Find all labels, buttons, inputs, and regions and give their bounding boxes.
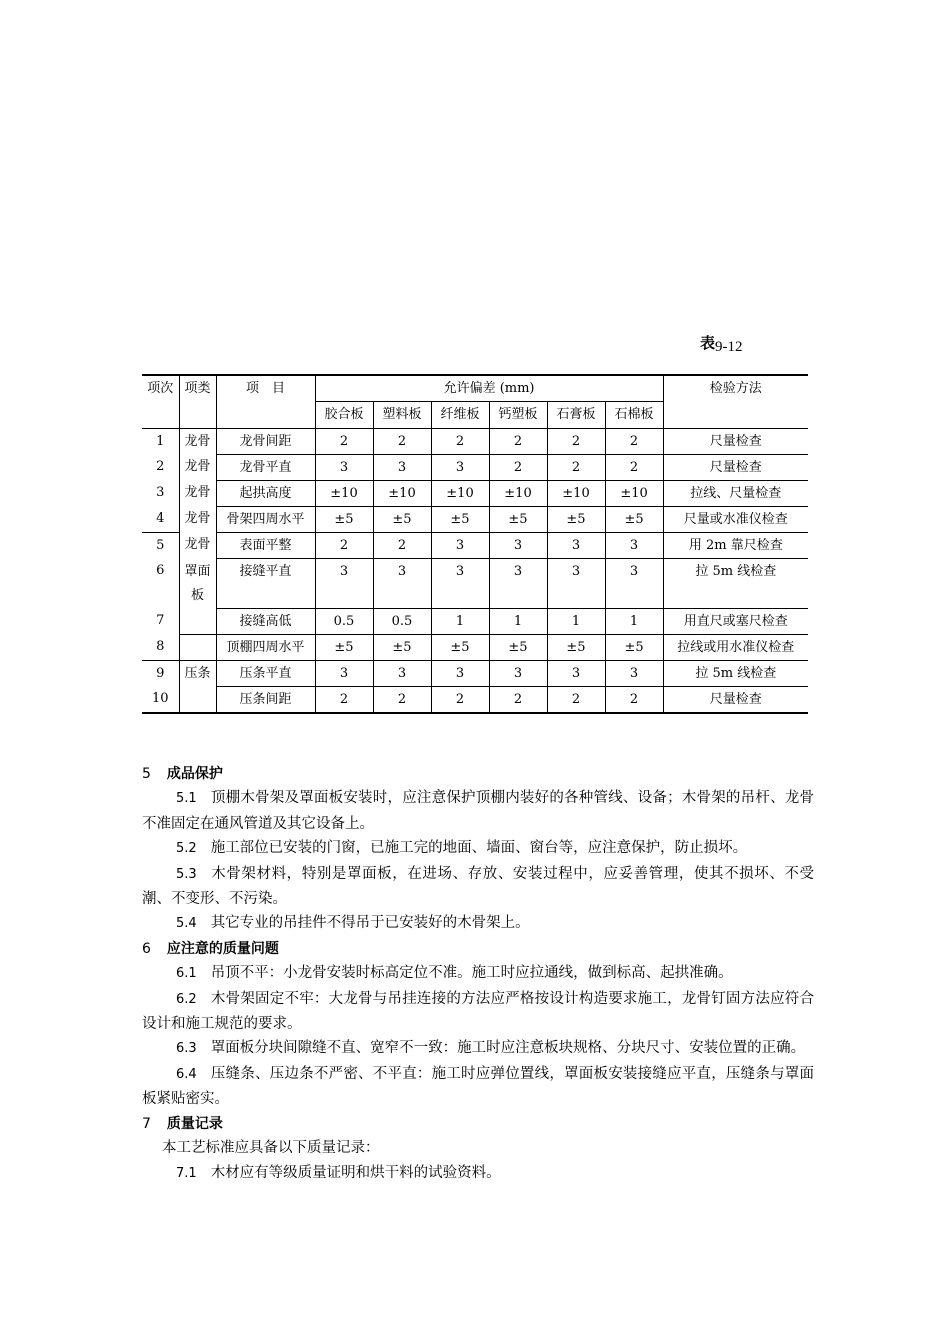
table-row — [142, 558, 808, 608]
row-value: 2 — [315, 428, 373, 454]
header-material: 纤维板 — [431, 401, 489, 428]
row-value: 2 — [605, 454, 663, 480]
row-item: 压条平直 — [216, 660, 315, 686]
row-value: 3 — [315, 558, 373, 608]
row-category — [179, 634, 216, 660]
table-caption-prefix: 表 — [700, 334, 716, 352]
paragraph: 本工艺标准应具备以下质量记录： — [162, 1140, 380, 1157]
row-value: ±5 — [547, 506, 605, 532]
section-heading: 6 应注意的质量问题 — [142, 940, 279, 957]
header-material: 石膏板 — [547, 401, 605, 428]
row-category: 龙骨 — [179, 506, 216, 532]
row-method: 用直尺或塞尺检查 — [663, 608, 808, 634]
row-value: ±10 — [315, 480, 373, 506]
row-value: 2 — [489, 686, 547, 713]
row-value: ±5 — [373, 506, 431, 532]
section-heading: 5 成品保护 — [142, 766, 223, 782]
row-method: 用 2m 靠尺检查 — [663, 532, 808, 558]
row-value: 3 — [489, 532, 547, 558]
row-value: ±5 — [431, 506, 489, 532]
row-item: 骨架四周水平 — [216, 506, 315, 532]
row-category — [179, 686, 216, 713]
table-row — [142, 480, 808, 506]
paragraph: 7.1 木材应有等级质量证明和烘干料的试验资料。 — [176, 1164, 501, 1181]
table-caption-number: 9-12 — [715, 339, 743, 355]
table-row — [142, 428, 808, 454]
row-value: 2 — [605, 686, 663, 713]
row-no: 7 — [142, 608, 179, 634]
row-category-line: 板 — [190, 588, 204, 603]
row-value: ±10 — [431, 480, 489, 506]
row-value: 3 — [431, 532, 489, 558]
row-value: 0.5 — [315, 608, 373, 634]
row-value: 2 — [547, 454, 605, 480]
row-method: 尺量检查 — [663, 686, 808, 713]
table-row — [142, 454, 808, 480]
row-item: 接缝平直 — [216, 558, 315, 608]
row-value: 3 — [315, 454, 373, 480]
tolerance-table — [142, 374, 808, 714]
row-value: 2 — [547, 428, 605, 454]
row-value: 2 — [373, 428, 431, 454]
row-item: 起拱高度 — [216, 480, 315, 506]
header-index: 项次 — [142, 375, 179, 428]
row-value: ±5 — [547, 634, 605, 660]
row-method: 尺量或水准仪检查 — [663, 506, 808, 532]
table-row — [142, 634, 808, 660]
row-value: 2 — [431, 428, 489, 454]
table-row — [142, 532, 808, 558]
row-method: 尺量检查 — [663, 428, 808, 454]
row-value: 2 — [315, 686, 373, 713]
table-row — [142, 506, 808, 532]
row-item: 顶棚四周水平 — [216, 634, 315, 660]
row-category — [179, 608, 216, 634]
table-row — [142, 608, 808, 634]
paragraph: 5.3 木骨架材料，特别是罩面板，在进场、存放、安装过程中，应妥善管理，使其不损坏、不受潮、不变形、不污染。 — [142, 865, 814, 908]
paragraph: 6.1 吊顶不平：小龙骨安装时标高定位不准。施工时应拉通线，做到标高、起拱准确。 — [176, 965, 733, 982]
row-method: 拉 5m 线检查 — [663, 660, 808, 686]
row-value: 1 — [547, 608, 605, 634]
row-category: 龙骨 — [179, 428, 216, 454]
header-material: 胶合板 — [315, 401, 373, 428]
row-value: 2 — [547, 686, 605, 713]
row-value: 1 — [431, 608, 489, 634]
row-value: 1 — [605, 608, 663, 634]
document-body — [142, 762, 814, 1186]
row-no: 9 — [142, 660, 179, 686]
row-value: 0.5 — [373, 608, 431, 634]
row-value: ±5 — [605, 634, 663, 660]
row-value: ±5 — [315, 634, 373, 660]
row-value: ±5 — [315, 506, 373, 532]
row-item: 接缝高低 — [216, 608, 315, 634]
row-value: ±10 — [373, 480, 431, 506]
table-caption — [700, 332, 743, 353]
row-value: 2 — [315, 532, 373, 558]
row-value: ±5 — [489, 634, 547, 660]
row-no: 4 — [142, 506, 179, 532]
row-value: 3 — [605, 532, 663, 558]
table-row — [142, 686, 808, 713]
row-no: 3 — [142, 480, 179, 506]
row-value: ±5 — [489, 506, 547, 532]
table-row — [142, 660, 808, 686]
row-value: ±10 — [547, 480, 605, 506]
row-no: 8 — [142, 634, 179, 660]
row-no: 5 — [142, 532, 179, 558]
row-value: 3 — [315, 660, 373, 686]
header-material: 石棉板 — [605, 401, 663, 428]
row-category: 龙骨 — [179, 480, 216, 506]
row-value: 3 — [605, 558, 663, 608]
row-category — [179, 558, 216, 608]
row-no: 1 — [142, 428, 179, 454]
row-value: 3 — [547, 558, 605, 608]
paragraph: 5.2 施工部位已安装的门窗，已施工完的地面、墙面、窗台等，应注意保护，防止损坏。 — [176, 840, 748, 857]
paragraph: 6.4 压缝条、压边条不严密、不平直：施工时应弹位置线，罩面板安装接缝应平直，压缝条与罩面板紧贴密实。 — [142, 1065, 814, 1108]
row-value: 3 — [373, 454, 431, 480]
row-no: 6 — [142, 558, 179, 608]
row-value: 3 — [431, 660, 489, 686]
paragraph: 5.4 其它专业的吊挂件不得吊于已安装好的木骨架上。 — [176, 915, 530, 932]
row-value: 3 — [489, 558, 547, 608]
header-material: 钙塑板 — [489, 401, 547, 428]
section-heading: 7 质量记录 — [142, 1115, 223, 1132]
row-value: 2 — [605, 428, 663, 454]
header-tolerance: 允许偏差 (mm) — [315, 375, 663, 401]
row-method: 拉线或用水准仪检查 — [663, 634, 808, 660]
row-value: 3 — [605, 660, 663, 686]
row-category: 压条 — [179, 660, 216, 686]
paragraph: 6.3 罩面板分块间隙缝不直、宽窄不一致：施工时应注意板块规格、分块尺寸、安装位置的正确。 — [176, 1040, 806, 1057]
row-no: 2 — [142, 454, 179, 480]
row-method: 拉线、尺量检查 — [663, 480, 808, 506]
row-method: 拉 5m 线检查 — [663, 558, 808, 608]
row-category: 龙骨 — [179, 532, 216, 558]
row-value: 3 — [547, 532, 605, 558]
row-value: ±10 — [489, 480, 547, 506]
row-category-line: 罩面 — [184, 564, 211, 579]
row-value: 3 — [373, 558, 431, 608]
row-value: 3 — [431, 558, 489, 608]
paragraph: 6.2 木骨架固定不牢：大龙骨与吊挂连接的方法应严格按设计构造要求施工，龙骨钉固方法应符合设计和施工规范的要求。 — [142, 990, 814, 1033]
row-value: 3 — [547, 660, 605, 686]
header-item: 项 目 — [216, 375, 315, 428]
row-item: 表面平整 — [216, 532, 315, 558]
row-value: 3 — [489, 660, 547, 686]
row-method: 尺量检查 — [663, 454, 808, 480]
row-value: 3 — [431, 454, 489, 480]
row-value: 2 — [489, 454, 547, 480]
row-item: 龙骨间距 — [216, 428, 315, 454]
row-category: 龙骨 — [179, 454, 216, 480]
row-value: 2 — [431, 686, 489, 713]
row-value: 3 — [373, 660, 431, 686]
header-category: 项类 — [179, 375, 216, 428]
row-value: 2 — [489, 428, 547, 454]
row-item: 龙骨平直 — [216, 454, 315, 480]
row-value: ±5 — [605, 506, 663, 532]
paragraph: 5.1 顶棚木骨架及罩面板安装时，应注意保护顶棚内装好的各种管线、设备；木骨架的吊杆、龙骨不准固定在通风管道及其它设备上。 — [142, 790, 814, 832]
row-value: 1 — [489, 608, 547, 634]
row-item: 压条间距 — [216, 686, 315, 713]
row-value: 2 — [373, 686, 431, 713]
row-no: 10 — [142, 686, 179, 713]
header-material: 塑料板 — [373, 401, 431, 428]
row-value: ±5 — [373, 634, 431, 660]
header-method: 检验方法 — [663, 375, 808, 428]
row-value: ±10 — [605, 480, 663, 506]
row-value: 2 — [373, 532, 431, 558]
row-value: ±5 — [431, 634, 489, 660]
